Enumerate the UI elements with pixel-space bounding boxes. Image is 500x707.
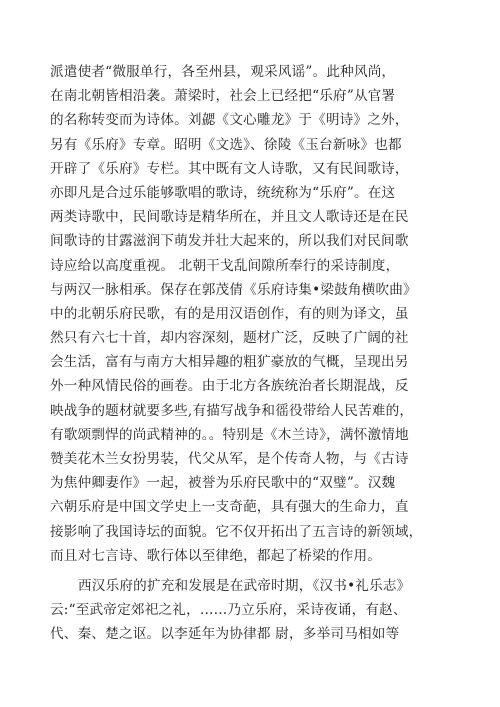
text-line: 中的北朝乐府民歌，有的是用汉语创作，有的则为译文，虽 xyxy=(50,305,409,322)
text-line: 有歌颂剽悍的尚武精神的。。特别是《木兰诗》，满怀激情地 xyxy=(50,426,409,443)
text-line: 另有《乐府》专章。昭明《文选》、徐陵《玉台新咏》也都 xyxy=(50,136,402,153)
text-line: 开辟了《乐府》专栏。其中既有文人诗歌，又有民间歌诗， xyxy=(50,160,409,177)
text-line: 赞美花木兰女扮男装，代父从军，是个传奇人物，与《古诗 xyxy=(50,451,409,467)
text-line: 外一种风情民俗的画卷。由于北方各族统治者长期混战，反 xyxy=(50,378,409,395)
text-line: 亦即凡是合过乐能够歌唱的歌诗，统统称为“乐府”。在这 xyxy=(50,184,396,201)
text-line: 在南北朝皆相沿袭。萧梁时，社会上已经把“乐府”从官署 xyxy=(50,88,396,105)
text-line: 与两汉一脉相承。保存在郭茂倩《乐府诗集•梁鼓角横吹曲》 xyxy=(50,281,417,298)
text-line: 会生活，富有与南方大相异趣的粗犷豪放的气概，呈现出另 xyxy=(50,354,409,371)
document-body xyxy=(50,60,460,647)
text-line: 六朝乐府是中国文学史上一支奇葩，具有强大的生命力，直 xyxy=(50,499,409,516)
text-line: 的名称转变而为诗体。刘勰《文心雕龙》于《明诗》之外， xyxy=(50,112,409,129)
text-line: 派遣使者“微服单行，各至州县，观采风谣”。此种风尚， xyxy=(50,64,396,80)
text-line: 云:“至武帝定郊祀之礼，……乃立乐府，采诗夜诵，有赵、 xyxy=(50,602,407,619)
text-line: 为焦仲卿妻作》一起，被誉为乐府民歌中的“双璧”。汉魏 xyxy=(50,475,396,492)
text-line: 接影响了我国诗坛的面貌。它不仅开拓出了五言诗的新领域， xyxy=(50,523,423,540)
text-line: 然只有六七十首，却内容深刻，题材广泛，反映了广阔的社 xyxy=(50,330,409,347)
text-line: 间歌诗的甘露滋润下萌发并壮大起来的，所以我们对民间歌 xyxy=(50,233,409,250)
paragraph-1 xyxy=(50,60,460,568)
text-line: 代、秦、楚之讴。以李延年为协律都 尉，多举司马相如等 xyxy=(50,626,400,643)
text-line: 映战争的题材就要多些,有描写战争和徭役带给人民苦难的， xyxy=(50,402,414,419)
text-line: 而且对七言诗、歌行体以至律绝，都起了桥梁的作用。 xyxy=(50,547,382,564)
paragraph-2 xyxy=(50,574,460,647)
text-line: 西汉乐府的扩充和发展是在武帝时期，《汉书•礼乐志》 xyxy=(78,577,411,594)
text-line: 诗应给以高度重视。 北朝干戈乱间隙所奉行的采诗制度， xyxy=(50,257,400,274)
text-line: 两类诗歌中，民间歌诗是精华所在，并且文人歌诗还是在民 xyxy=(50,209,409,226)
